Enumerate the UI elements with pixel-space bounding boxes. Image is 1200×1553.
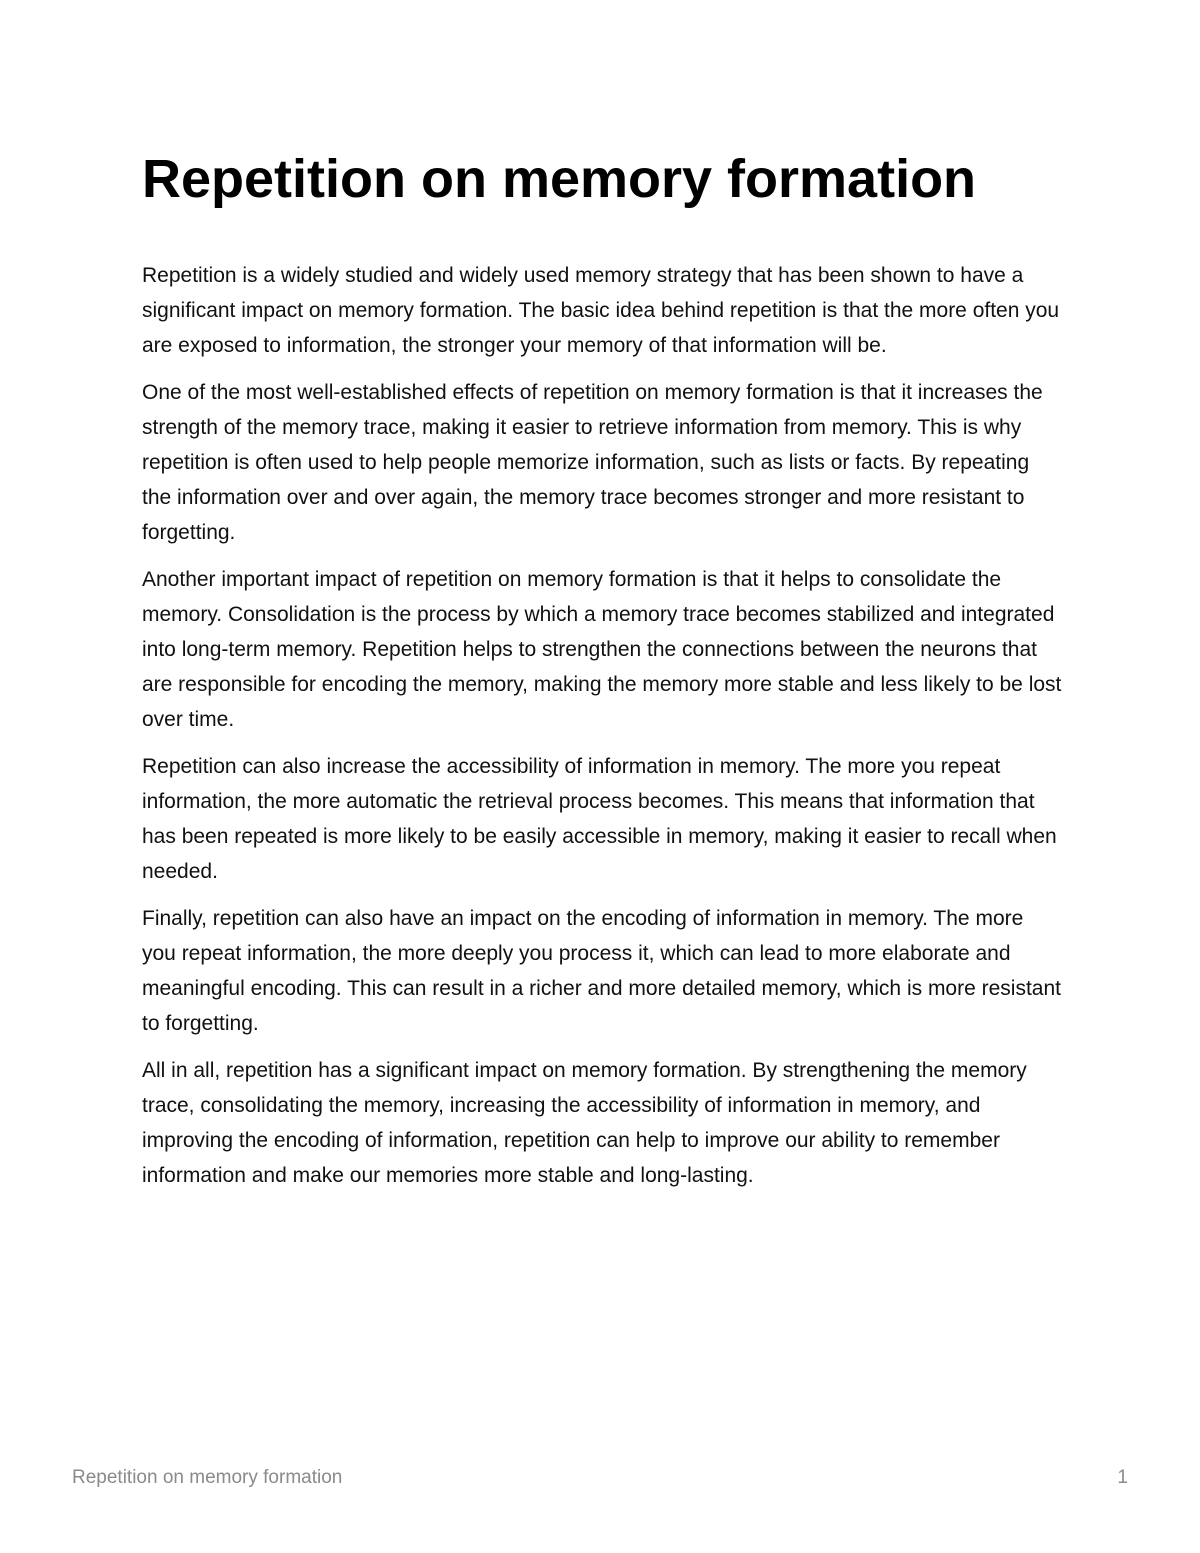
footer-page-number: 1 (1117, 1467, 1128, 1488)
document-title: Repetition on memory formation (142, 149, 977, 209)
paragraph-2: One of the most well-established effects of repetition on memory formation is that it increases the strength of the memory trace, making it easier to retrieve information from memory. This is why repetition is often used to help people memorize information, such as lists or facts. By repeating the information over and over again, the memory trace becomes stronger and more resistant to forgetting. (142, 381, 1043, 544)
paragraph-1: Repetition is a widely studied and widely used memory strategy that has been shown to have a significant impact on memory formation. The basic idea behind repetition is that the more often you are exposed to information, the stronger your memory of that information will be. (142, 264, 1060, 357)
paragraph-3: Another important impact of repetition on memory formation is that it helps to consolidate the memory. Consolidation is the process by which a memory trace becomes stabilized and integrated into long-term memory. Repetition helps to strengthen the connections between the neurons that are responsible for encoding the memory, making the memory more stable and less likely to be lost over time. (142, 568, 1062, 731)
document-body (142, 258, 1062, 1193)
document-content (142, 146, 1062, 1205)
footer-title: Repetition on memory formation (72, 1467, 343, 1488)
paragraph-5: Finally, repetition can also have an impact on the encoding of information in memory. The more you repeat information, the more deeply you process it, which can lead to more elaborate and meaningful encoding. This can result in a richer and more detailed memory, which is more resistant to forgetting. (142, 907, 1061, 1035)
paragraph-4: Repetition can also increase the accessibility of information in memory. The more you repeat information, the more automatic the retrieval process becomes. This means that information that has been repeated is more likely to be easily accessible in memory, making it easier to recall when needed. (142, 755, 1057, 883)
paragraph-6: All in all, repetition has a significant impact on memory formation. By strengthening the memory trace, consolidating the memory, increasing the accessibility of information in memory, and improving the encoding of information, repetition can help to improve our ability to remember information and make our memories more stable and long-lasting. (142, 1059, 1027, 1187)
